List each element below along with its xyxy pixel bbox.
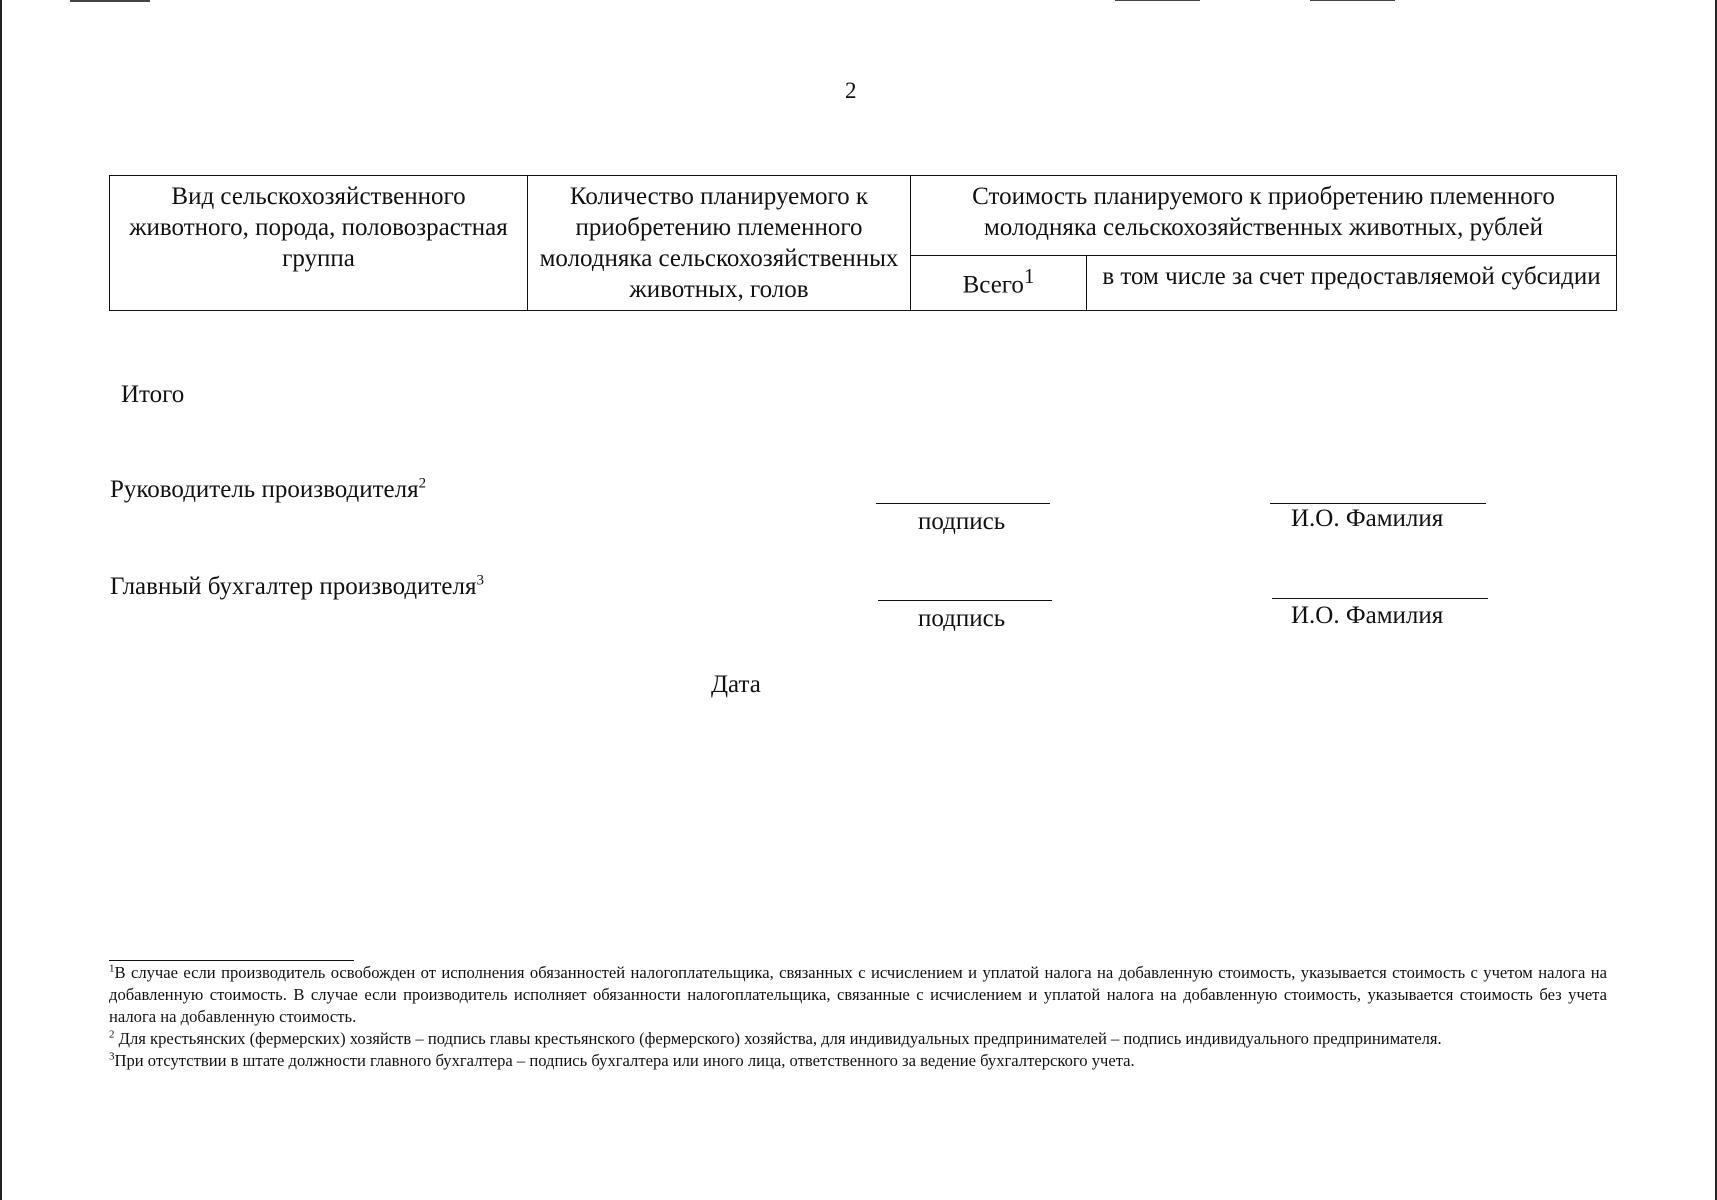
header-total-label: Всего [962,271,1024,299]
header-cost-group: Стоимость планируемого к приобретению племенного молодняка сельскохозяйственных животных, рублей [911,176,1617,256]
footnote-ref-1: 1 [1023,263,1035,288]
footnote-text-1: В случае если производитель освобожден от исполнения обязанностей налогоплательщика, связанных с исчислением и уплатой налога на добавленную стоимость, указывается стоимость с учетом налога на добавленную стоимость. В случае если производитель исполняет обязанности налогоплательщика, связанные с исчислением и уплатой налога на добавленную стоимость, указывается стоимость без учета налога на добавленную стоимость. [109,963,1607,1026]
footnote-1 [109,962,1607,1028]
footnote-ref-3: 3 [476,572,484,589]
head-signature-caption: подпись [918,508,1006,535]
accountant-name-line [1272,598,1488,599]
header-subsidy: в том числе за счет предоставляемой субсидии [1087,255,1617,310]
footnote-2 [109,1028,1607,1050]
accountant-signatory-label [110,573,484,601]
accountant-signatory-text: Главный бухгалтер производителя [110,573,477,600]
header-quantity: Количество планируемого к приобретению племенного молодняка сельскохозяйственных животных, голов [528,176,911,311]
footnote-text-3: При отсутствии в штате должности главного бухгалтера – подпись бухгалтера или иного лица, ответственного за ведение бухгалтерского учета. [114,1051,1135,1070]
footnote-marker-3: 3 [109,1050,115,1063]
footnote-3 [109,1050,1607,1072]
header-animal-type: Вид сельскохозяйственного животного, порода, половозрастная группа [110,176,528,311]
scan-mark [70,0,150,2]
footnote-marker-1: 1 [109,962,115,975]
scan-mark [1310,0,1395,1]
footnote-marker-2: 2 [109,1028,115,1041]
footnote-text-2: Для крестьянских (фермерских) хозяйств – подпись главы крестьянского (фермерского) хозяйства, для индивидуальных предпринимателей – подпись индивидуального предпринимателя. [118,1029,1442,1048]
purchase-plan-table [109,175,1617,311]
scan-border-left [0,0,2,1200]
footnotes [109,962,1607,1072]
accountant-signature-line [878,600,1052,601]
page-number: 2 [845,78,857,103]
head-signatory-text: Руководитель производителя [110,476,419,503]
scan-mark [1115,0,1200,1]
head-name-line [1270,503,1486,504]
date-label: Дата [711,671,761,698]
total-label: Итого [121,381,185,408]
accountant-signature-caption: подпись [918,605,1006,632]
accountant-name-caption: И.О. Фамилия [1291,602,1444,629]
head-name-caption: И.О. Фамилия [1291,505,1444,532]
footnote-separator [109,960,354,961]
head-signature-line [876,503,1050,504]
footnote-ref-2: 2 [418,475,427,492]
header-total [911,255,1087,310]
head-signatory-label [110,476,426,504]
